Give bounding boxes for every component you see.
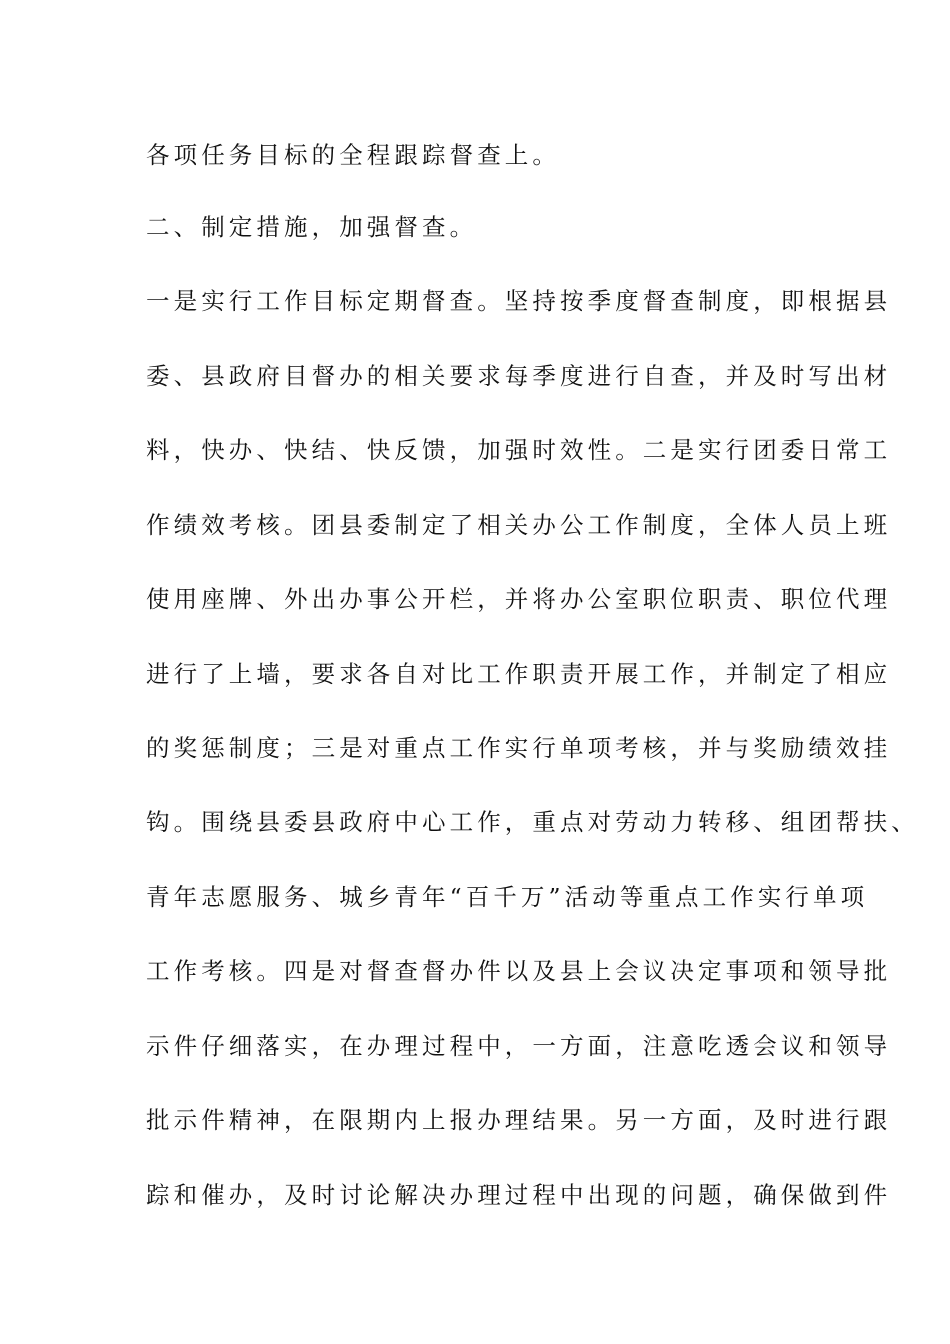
text-line: 一是实行工作目标定期督查。坚持按季度督查制度，即根据县 (146, 287, 892, 315)
text-line: 料，快办、快结、快反馈，加强时效性。二是实行团委日常工 (146, 436, 892, 464)
text-line: 批示件精神，在限期内上报办理结果。另一方面，及时进行跟 (146, 1106, 892, 1134)
text-line: 示件仔细落实，在办理过程中，一方面，注意吃透会议和领导 (146, 1032, 892, 1060)
text-line: 工作考核。四是对督查督办件以及县上会议决定事项和领导批 (146, 957, 892, 985)
section-heading: 二、制定措施，加强督查。 (146, 213, 478, 241)
text-line: 的奖惩制度；三是对重点工作实行单项考核，并与奖励绩效挂 (146, 734, 892, 762)
text-line: 作绩效考核。团县委制定了相关办公工作制度，全体人员上班 (146, 511, 892, 539)
text-line: 使用座牌、外出办事公开栏，并将办公室职位职责、职位代理 (146, 585, 892, 613)
text-line: 进行了上墙，要求各自对比工作职责开展工作，并制定了相应 (146, 660, 892, 688)
text-line: 钩。围绕县委县政府中心工作，重点对劳动力转移、组团帮扶、 (146, 808, 919, 836)
text-line: 青年志愿服务、城乡青年“百千万”活动等重点工作实行单项 (146, 883, 869, 911)
text-line: 各项任务目标的全程跟踪督查上。 (146, 141, 560, 169)
text-line: 委、县政府目督办的相关要求每季度进行自查，并及时写出材 (146, 362, 892, 390)
text-line: 踪和催办，及时讨论解决办理过程中出现的问题，确保做到件 (146, 1181, 892, 1209)
